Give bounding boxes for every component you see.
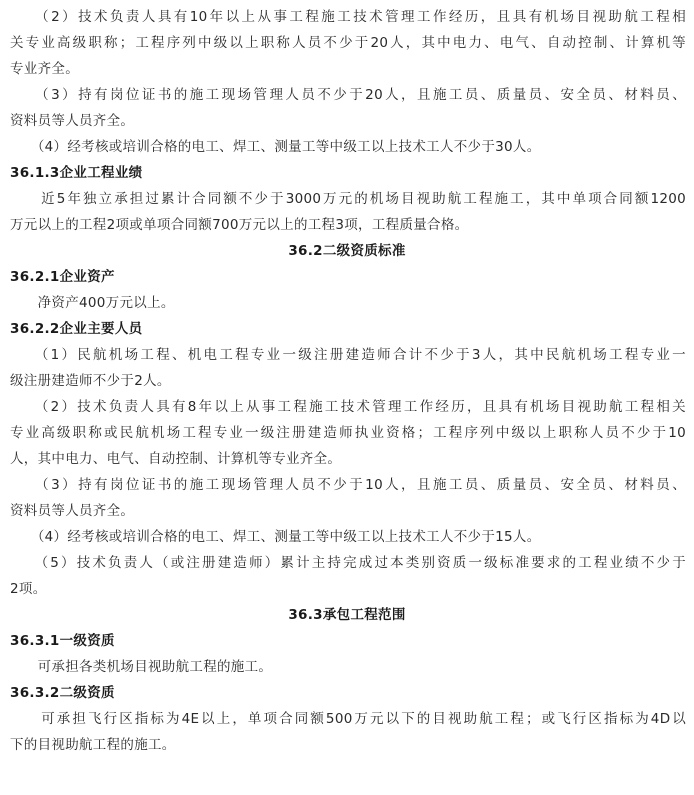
text-line: （2）技术负责人具有10年以上从事工程施工技术管理工作经历，且具有机场目视助航工程相 bbox=[10, 9, 686, 25]
text-line: （4）经考核或培训合格的电工、焊工、测量工等中级工以上技术工人不少于30人。 bbox=[10, 139, 541, 155]
text-line: （5）技术负责人（或注册建造师）累计主持完成过本类别资质一级标准要求的工程业绩不少于 bbox=[10, 555, 686, 571]
section-heading: 36.2.2企业主要人员 bbox=[10, 321, 143, 337]
text-line: 人，其中电力、电气、自动控制、计算机等专业齐全。 bbox=[10, 451, 342, 467]
text-line: （3）持有岗位证书的施工现场管理人员不少于10人，且施工员、质量员、安全员、材料员、 bbox=[10, 477, 686, 493]
text-line: 关专业高级职称；工程序列中级以上职称人员不少于20人，其中电力、电气、自动控制、计算机等 bbox=[10, 35, 686, 51]
section-title: 36.3承包工程范围 bbox=[288, 607, 406, 623]
text-line: 近5年独立承担过累计合同额不少于3000万元的机场目视助航工程施工，其中单项合同额1200 bbox=[10, 191, 686, 207]
text-line: 可承担各类机场目视助航工程的施工。 bbox=[10, 659, 273, 675]
text-line: （2）技术负责人具有8年以上从事工程施工技术管理工作经历，且具有机场目视助航工程相关 bbox=[10, 399, 686, 415]
text-line: 资料员等人员齐全。 bbox=[10, 503, 135, 519]
section-heading: 36.2.1企业资产 bbox=[10, 269, 115, 285]
text-line: 资料员等人员齐全。 bbox=[10, 113, 135, 129]
section-heading: 36.3.2二级资质 bbox=[10, 685, 115, 701]
section-heading: 36.1.3企业工程业绩 bbox=[10, 165, 143, 181]
text-line: 下的目视助航工程的施工。 bbox=[10, 737, 176, 753]
section-title: 36.2二级资质标准 bbox=[288, 243, 406, 259]
text-line: 2项。 bbox=[10, 581, 47, 597]
text-line: （1）民航机场工程、机电工程专业一级注册建造师合计不少于3人，其中民航机场工程专业一 bbox=[10, 347, 686, 363]
text-line: 万元以上的工程2项或单项合同额700万元以上的工程3项，工程质量合格。 bbox=[10, 217, 469, 233]
text-line: 净资产400万元以上。 bbox=[10, 295, 175, 311]
section-heading: 36.3.1一级资质 bbox=[10, 633, 115, 649]
text-line: （3）持有岗位证书的施工现场管理人员不少于20人，且施工员、质量员、安全员、材料员、 bbox=[10, 87, 686, 103]
text-line: 专业齐全。 bbox=[10, 61, 79, 77]
text-line: （4）经考核或培训合格的电工、焊工、测量工等中级工以上技术工人不少于15人。 bbox=[10, 529, 541, 545]
text-line: 级注册建造师不少于2人。 bbox=[10, 373, 171, 389]
text-line: 专业高级职称或民航机场工程专业一级注册建造师执业资格；工程序列中级以上职称人员不少于10 bbox=[10, 425, 686, 441]
text-line: 可承担飞行区指标为4E以上，单项合同额500万元以下的目视助航工程；或飞行区指标为4D以 bbox=[10, 711, 686, 727]
